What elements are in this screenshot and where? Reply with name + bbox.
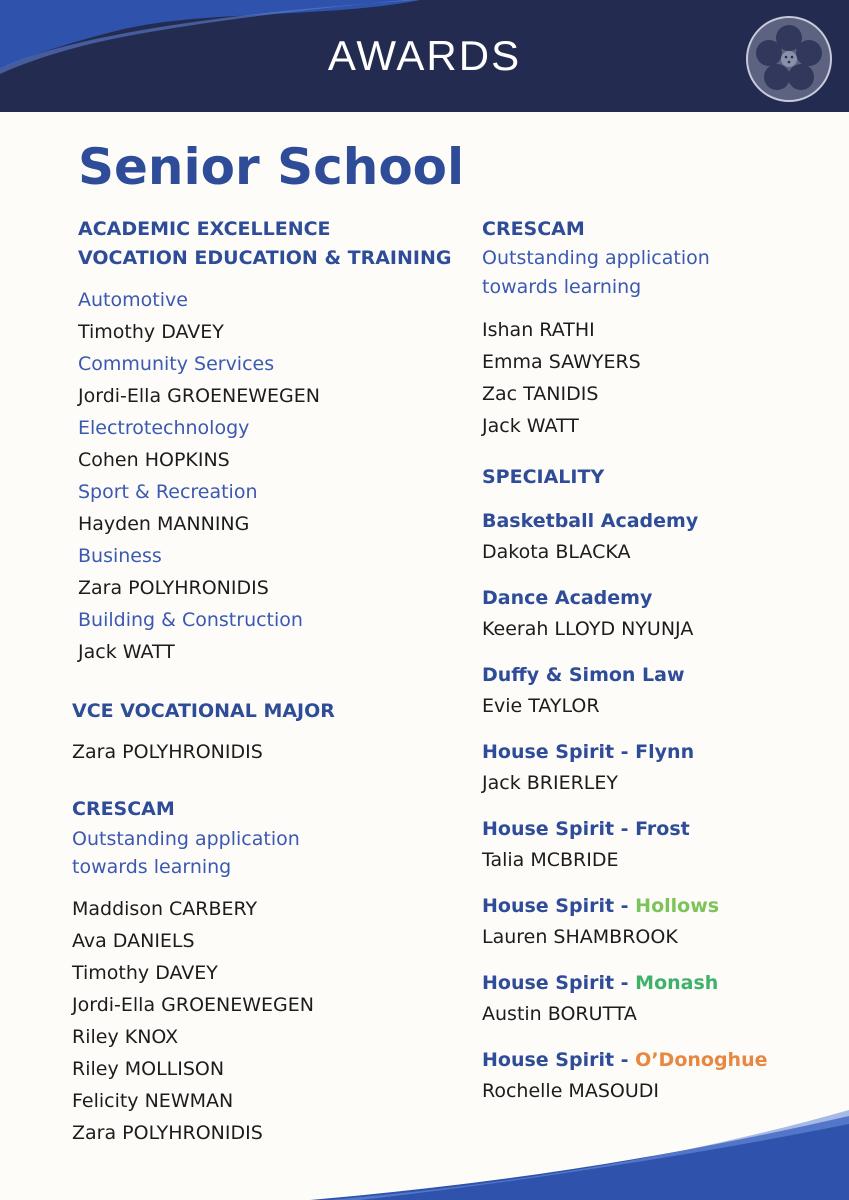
vet-recipient: Hayden MANNING (78, 513, 250, 535)
vet-recipient: Jordi-Ella GROENEWEGEN (78, 385, 320, 407)
house-spirit-recipient: Rochelle MASOUDI (482, 1080, 659, 1102)
house-spirit-prefix: House Spirit - (482, 1049, 636, 1071)
vet-category: Sport & Recreation (78, 481, 258, 503)
house-spirit-award (482, 894, 719, 918)
vet-recipient: Cohen HOPKINS (78, 449, 230, 471)
crescam-recipient: Zara POLYHRONIDIS (72, 1122, 263, 1144)
house-spirit-award (482, 817, 690, 841)
house-name-monash: Monash (635, 972, 719, 994)
crescam-heading-right: CRESCAM (482, 218, 585, 240)
house-spirit-award (482, 971, 718, 995)
crescam-recipient: Ishan RATHI (482, 319, 595, 341)
flower-emblem-icon (744, 14, 834, 104)
speciality-award: Duffy & Simon Law (482, 664, 685, 686)
vet-recipient: Zara POLYHRONIDIS (78, 577, 269, 599)
house-spirit-recipient: Jack BRIERLEY (482, 772, 618, 794)
page-banner-title: AWARDS (327, 32, 522, 79)
vet-recipient: Jack WATT (78, 641, 175, 663)
speciality-recipient: Keerah LLOYD NYUNJA (482, 618, 694, 640)
crescam-recipient: Timothy DAVEY (72, 962, 218, 984)
crescam-recipient: Maddison CARBERY (72, 898, 258, 920)
house-name-odonoghue: O’Donoghue (635, 1049, 768, 1071)
house-spirit-recipient: Talia MCBRIDE (482, 849, 619, 871)
crescam-recipient: Riley MOLLISON (72, 1058, 225, 1080)
house-spirit-prefix: House Spirit - (482, 895, 636, 917)
vet-category: Building & Construction (78, 609, 303, 631)
crescam-recipient: Felicity NEWMAN (72, 1090, 234, 1112)
house-spirit-prefix: House Spirit - (482, 741, 636, 763)
crescam-recipient: Jordi-Ella GROENEWEGEN (72, 994, 314, 1016)
vet-category: Automotive (78, 289, 188, 311)
crescam-subheading-left: Outstanding application (72, 828, 300, 850)
crescam-recipient: Riley KNOX (72, 1026, 179, 1048)
vce-vm-recipient: Zara POLYHRONIDIS (72, 741, 263, 763)
crescam-subheading-right: Outstanding application (482, 247, 710, 269)
house-name-frost: Frost (635, 818, 690, 840)
vet-category: Electrotechnology (78, 417, 250, 439)
academic-excellence-heading: ACADEMIC EXCELLENCE (78, 218, 331, 240)
header-banner (0, 0, 849, 112)
footer-wave-decoration (0, 1100, 849, 1200)
vet-category: Business (78, 545, 162, 567)
speciality-recipient: Dakota BLACKA (482, 541, 631, 563)
crescam-subheading-left: towards learning (72, 856, 232, 878)
speciality-award: Basketball Academy (482, 510, 699, 532)
crescam-recipient: Jack WATT (482, 415, 579, 437)
crescam-heading-left: CRESCAM (72, 798, 175, 820)
crescam-recipient: Ava DANIELS (72, 930, 195, 952)
vce-vm-heading: VCE VOCATIONAL MAJOR (72, 700, 335, 722)
house-spirit-award (482, 1048, 768, 1072)
house-name-flynn: Flynn (635, 741, 695, 763)
crescam-recipient: Emma SAWYERS (482, 351, 641, 373)
house-spirit-recipient: Austin BORUTTA (482, 1003, 637, 1025)
speciality-award: Dance Academy (482, 587, 653, 609)
vet-heading: VOCATION EDUCATION & TRAINING (78, 247, 452, 269)
crescam-subheading-right: towards learning (482, 276, 642, 298)
house-spirit-prefix: House Spirit - (482, 972, 636, 994)
vet-category: Community Services (78, 353, 275, 375)
house-spirit-award (482, 740, 694, 764)
speciality-heading: SPECIALITY (482, 466, 605, 488)
house-name-hollows: Hollows (635, 895, 720, 917)
page-title: Senior School (78, 138, 465, 196)
crescam-recipient: Zac TANIDIS (482, 383, 599, 405)
speciality-recipient: Evie TAYLOR (482, 695, 600, 717)
vet-recipient: Timothy DAVEY (78, 321, 224, 343)
house-spirit-prefix: House Spirit - (482, 818, 636, 840)
house-spirit-recipient: Lauren SHAMBROOK (482, 926, 678, 948)
